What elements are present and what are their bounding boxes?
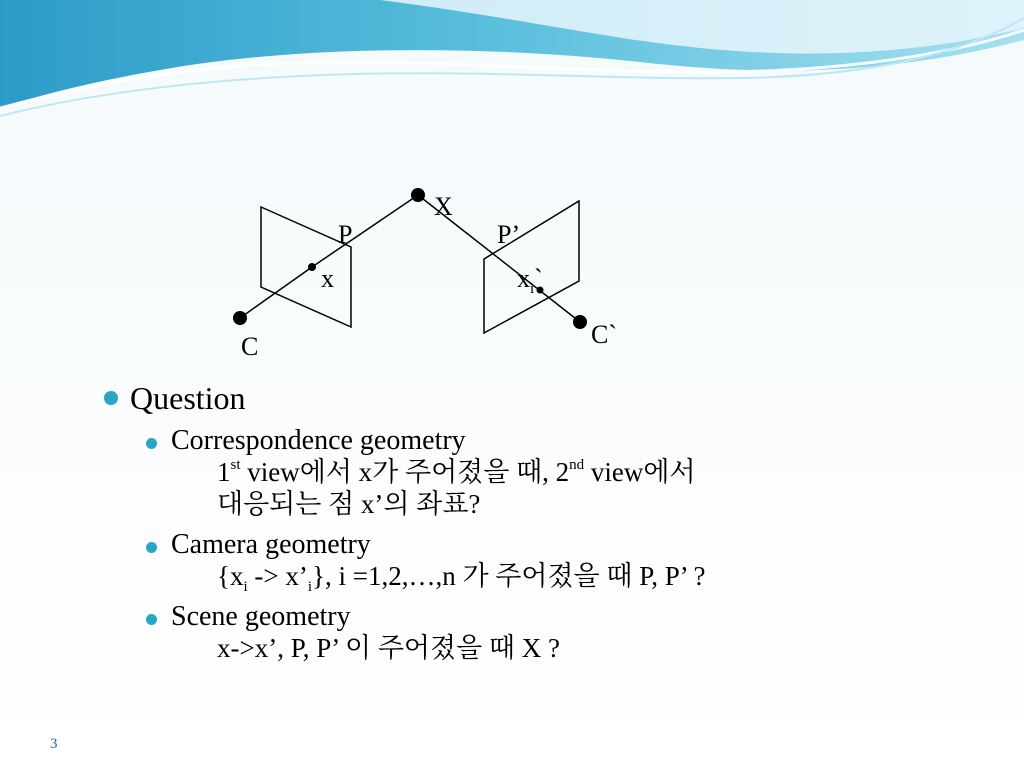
bullet-icon xyxy=(146,438,157,449)
label-X: X xyxy=(434,192,453,221)
bullet-question xyxy=(100,378,980,418)
camera-line: {$x_i$ -> $x’_i$}, i =1,2,…,n 가 주어졌을 때 P, P’ ? xyxy=(217,561,706,595)
bullet-icon xyxy=(146,614,157,625)
bullet-icon xyxy=(146,542,157,553)
bullet-correspondence xyxy=(100,426,980,520)
left-ray-upper xyxy=(312,195,418,267)
question-text: Question xyxy=(130,380,246,416)
left-ray-lower xyxy=(240,267,312,318)
bullet-scene xyxy=(100,602,980,664)
label-x: x xyxy=(321,264,334,293)
correspondence-line2: 대응되는 점 x’의 좌표? xyxy=(217,489,481,519)
bullet-list xyxy=(100,378,980,664)
correspondence-line1: 1st view에서 x가 주어졌을 때, 2nd view에서 xyxy=(217,457,696,487)
camera-C-prime-dot xyxy=(573,315,587,329)
bullet-camera xyxy=(100,529,980,595)
label-C: C xyxy=(241,332,259,361)
correspondence-title: Correspondence geometry xyxy=(171,425,466,456)
page-number: 3 xyxy=(50,736,58,752)
camera-C-dot xyxy=(233,311,247,325)
label-C-prime: C` xyxy=(591,320,617,349)
label-xi-prime: $x_i`$ xyxy=(517,264,543,297)
bullet-icon xyxy=(104,391,118,405)
point-x-dot xyxy=(308,263,316,271)
label-P: P xyxy=(338,220,353,249)
scene-title: Scene geometry xyxy=(171,601,351,632)
camera-title: Camera geometry xyxy=(171,529,371,560)
scene-line: x->x’, P, P’ 이 주어졌을 때 X ? xyxy=(217,633,560,663)
point-X-dot xyxy=(411,188,425,202)
label-P-prime: P’ xyxy=(497,220,521,249)
